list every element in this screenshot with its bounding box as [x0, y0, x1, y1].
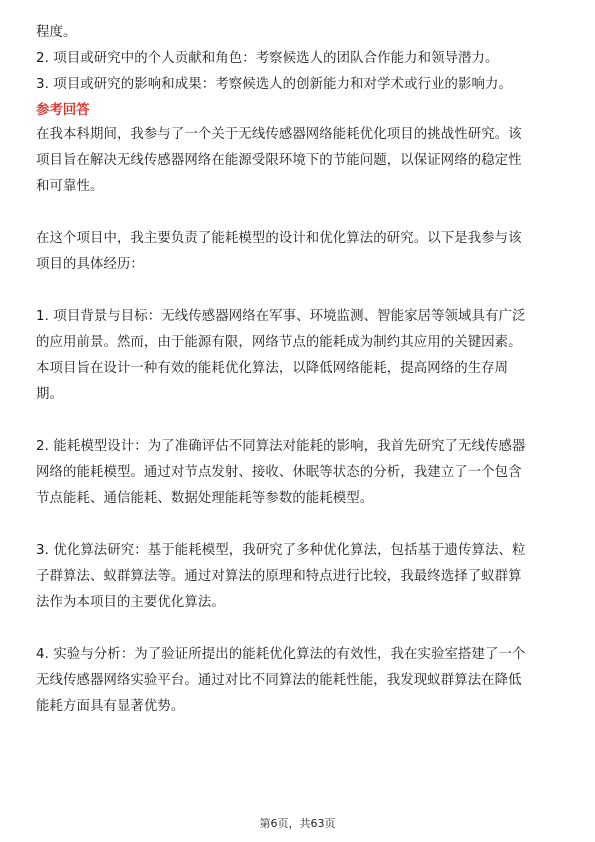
paragraph-intro [36, 122, 560, 200]
paragraph-algorithm [36, 538, 560, 616]
text-line: 无线传感器网络实验平台。通过对比不同算法的能耗性能，我发现蚁群算法在降低 [36, 673, 522, 688]
paragraph-spacer [36, 278, 560, 304]
text-line: 项目的具体经历： [36, 257, 144, 272]
text-line: 网络的能耗模型。通过对节点发射、接收、休眠等状态的分析，我建立了一个包含 [36, 465, 522, 480]
text-line: 本项目旨在设计一种有效的能耗优化算法，以降低网络能耗，提高网络的生存周 [36, 361, 509, 376]
text-line: 1. 项目背景与目标：无线传感器网络在军事、环境监测、智能家居等领域具有广泛 [36, 309, 526, 324]
text-line: 项目旨在解决无线传感器网络在能源受限环境下的节能问题，以保证网络的稳定性 [36, 153, 522, 168]
page-number-footer: 第6页，共63页 [259, 817, 336, 830]
text-line: 子群算法、蚁群算法等。通过对算法的原理和特点进行比较，我最终选择了蚁群算 [36, 569, 522, 584]
page-content [36, 20, 560, 720]
text-line: 3. 项目或研究的影响和成果：考察候选人的创新能力和对学术或行业的影响力。 [36, 77, 513, 92]
paragraph-role [36, 226, 560, 278]
paragraph-spacer [36, 408, 560, 434]
text-line: 和可靠性。 [36, 179, 104, 194]
answer-heading: 参考回答 [36, 103, 90, 118]
text-line: 2. 项目或研究中的个人贡献和角色：考察候选人的团队合作能力和领导潜力。 [36, 51, 499, 66]
paragraph-spacer [36, 616, 560, 642]
text-line: 在我本科期间，我参与了一个关于无线传感器网络能耗优化项目的挑战性研究。该 [36, 127, 522, 142]
text-line: 4. 实验与分析：为了验证所提出的能耗优化算法的有效性，我在实验室搭建了一个 [36, 647, 526, 662]
text-line: 能耗方面具有显著优势。 [36, 699, 185, 714]
paragraph-spacer [36, 512, 560, 538]
text-line: 的应用前景。然而，由于能源有限，网络节点的能耗成为制约其应用的关键因素。 [36, 335, 522, 350]
paragraph-model-design [36, 434, 560, 512]
text-line: 2. 能耗模型设计：为了准确评估不同算法对能耗的影响，我首先研究了无线传感器 [36, 439, 526, 454]
paragraph-experiment [36, 642, 560, 720]
paragraph-spacer [36, 200, 560, 226]
text-line: 节点能耗、通信能耗、数据处理能耗等参数的能耗模型。 [36, 491, 374, 506]
text-line: 在这个项目中，我主要负责了能耗模型的设计和优化算法的研究。以下是我参与该 [36, 231, 522, 246]
intro-section [36, 20, 560, 98]
text-line: 法作为本项目的主要优化算法。 [36, 595, 225, 610]
text-line: 期。 [36, 387, 63, 402]
text-line: 程度。 [36, 25, 77, 40]
text-line: 3. 优化算法研究：基于能耗模型，我研究了多种优化算法，包括基于遗传算法、粒 [36, 543, 526, 558]
paragraph-background [36, 304, 560, 408]
